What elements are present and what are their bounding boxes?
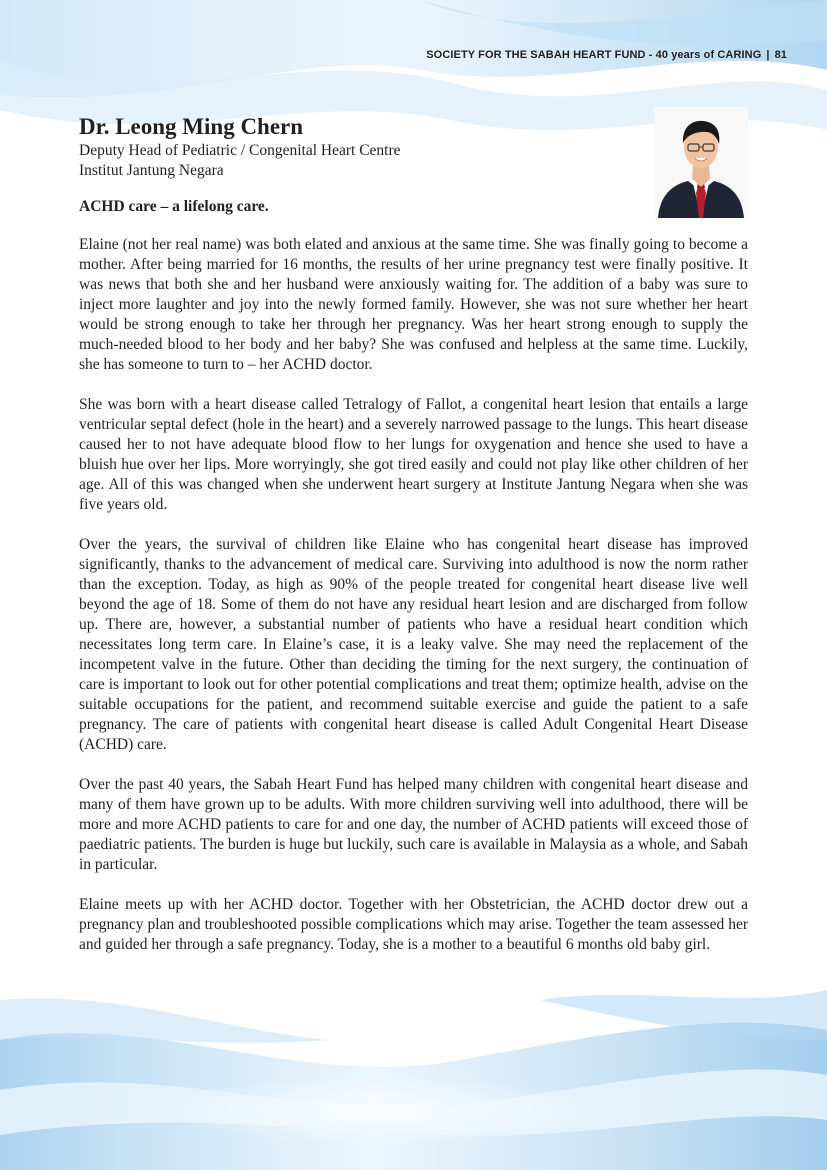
- page-number: 81: [774, 49, 787, 61]
- header-separator: |: [766, 49, 770, 61]
- paragraph: Over the years, the survival of children like Elaine who has congenital heart disease has improved significantly, thanks to the advancement of medical care. Surviving into adulthood is now the norm rather than the exception. Today, as high as 90% of the people treated for congenital heart disease live well beyond the age of 18. Some of them do not have any residual heart lesion and are discharged from follow up. There are, however, a substantial number of patients who have a residual heart condition which necessitates long term care. In Elaine’s case, it is a leaky valve. She may need the replacement of the incompetent valve in the future. Other than deciding the timing for the next surgery, the continuation of care is important to look out for other potential complications and treat them; optimize health, advise on the suitable occupations for the patient, and recommend suitable exercise and guide the patient to a safe pregnancy. The care of patients with congenital heart disease is called Adult Congenital Heart Disease (ACHD) care.: [79, 536, 748, 753]
- paragraph: Elaine meets up with her ACHD doctor. Together with her Obstetrician, the ACHD doctor drew out a pregnancy plan and troubleshooted possible complications which may arise. Together the team assessed her and guided her through a safe pregnancy. Today, she is a mother to a beautiful 6 months old baby girl.: [79, 896, 748, 953]
- author-name: Dr. Leong Ming Chern: [79, 114, 304, 139]
- article-title: ACHD care – a lifelong care.: [79, 198, 269, 215]
- author-role: Deputy Head of Pediatric / Congenital Heart Centre: [79, 142, 401, 159]
- author-organization: Institut Jantung Negara: [79, 162, 224, 179]
- page-header: [426, 49, 787, 61]
- header-title: SOCIETY FOR THE SABAH HEART FUND - 40 years of CARING: [426, 49, 762, 61]
- article: [79, 113, 748, 955]
- paragraph: Elaine (not her real name) was both elated and anxious at the same time. She was finally going to become a mother. After being married for 16 months, the results of her urine pregnancy test were finally positive. It was news that both she and her husband were anxiously waiting for. The addition of a baby was sure to inject more laughter and joy into the newly formed family. However, she was not sure whether her heart would be strong enough to take her through her pregnancy. Was her heart strong enough to supply the much-needed blood to her body and her baby? She was confused and helpless at the same time. Luckily, she has someone to turn to – her ACHD doctor.: [79, 236, 748, 373]
- paragraph: Over the past 40 years, the Sabah Heart Fund has helped many children with congenital heart disease and many of them have grown up to be adults. With more children surviving well into adulthood, there will be more and more ACHD patients to care for and one day, the number of ACHD patients will exceed those of paediatric patients. The burden is huge but luckily, such care is available in Malaysia as a whole, and Sabah in particular.: [79, 776, 748, 873]
- paragraph: She was born with a heart disease called Tetralogy of Fallot, a congenital heart lesion that entails a large ventricular septal defect (hole in the heart) and a severely narrowed passage to the lungs. This heart disease caused her to not have adequate blood flow to her lungs for oxygenation and hence she used to have a bluish hue over her lips. More worryingly, she got tired easily and could not play like other children of her age. All of this was changed when she underwent heart surgery at Institute Jantung Negara when she was five years old.: [79, 396, 748, 513]
